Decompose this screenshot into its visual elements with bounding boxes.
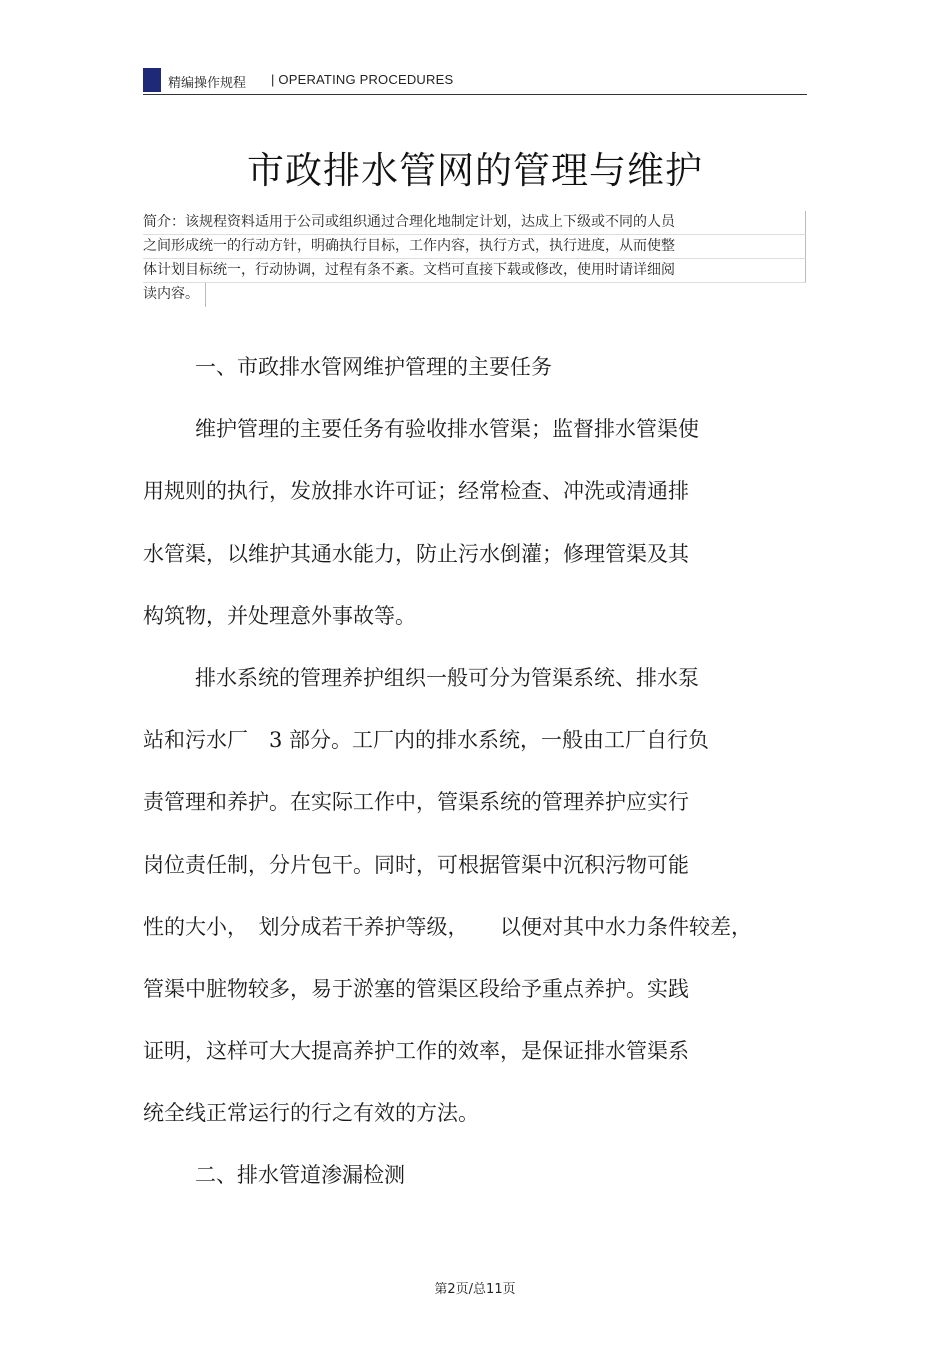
document-title: 市政排水管网的管理与维护 — [247, 149, 703, 192]
paragraph-line: 构筑物，并处理意外事故等。 — [143, 603, 416, 628]
paragraph-line: 统全线正常运行的行之有效的方法。 — [143, 1101, 479, 1126]
paragraph-line: 排水系统的管理养护组织一般可分为管渠系统、排水泵 — [195, 665, 699, 690]
paragraph-line: 责管理和养护。在实际工作中，管渠系统的管理养护应实行 — [143, 790, 689, 815]
paragraph-line: 水管渠，以维护其通水能力，防止污水倒灌；修理管渠及其 — [143, 541, 689, 566]
summary-box — [143, 211, 806, 311]
paragraph-line: 性的大小， 划分成若干养护等级， 以便对其中水力条件较差， — [143, 914, 752, 939]
paragraph-line: 岗位责任制，分片包干。同时，可根据管渠中沉积污物可能 — [143, 852, 689, 877]
section-heading: 二、排水管道渗漏检测 — [195, 1163, 405, 1188]
page-header — [143, 66, 807, 95]
summary-line: 之间形成统一的行动方针，明确执行目标，工作内容，执行方式，执行进度，从而使整 — [143, 235, 806, 259]
paragraph-line: 站和污水厂 3 部分。工厂内的排水系统，一般由工厂自行负 — [143, 728, 710, 753]
page-number: 第2页/总11页 — [434, 1282, 516, 1297]
header-brand: 精编操作规程 — [168, 76, 247, 91]
section-heading: 一、市政排水管网维护管理的主要任务 — [195, 355, 552, 379]
summary-line: 读内容。 — [143, 283, 206, 307]
paragraph-line: 证明，这样可大大提高养护工作的效率，是保证排水管渠系 — [143, 1039, 689, 1064]
paragraph-line: 用规则的执行，发放排水许可证；经常检查、冲洗或清通排 — [143, 479, 689, 504]
summary-line: 简介：该规程资料适用于公司或组织通过合理化地制定计划，达成上下级或不同的人员 — [143, 211, 806, 235]
brand-logo-icon — [143, 68, 161, 92]
paragraph-line: 维护管理的主要任务有验收排水管渠；监督排水管渠使 — [195, 417, 699, 442]
paragraph-line: 管渠中脏物较多，易于淤塞的管渠区段给予重点养护。实践 — [143, 976, 689, 1001]
header-subtitle: | OPERATING PROCEDURES — [271, 72, 454, 87]
summary-line: 体计划目标统一，行动协调，过程有条不紊。文档可直接下载或修改，使用时请详细阅 — [143, 259, 806, 283]
document-body — [143, 346, 783, 1217]
